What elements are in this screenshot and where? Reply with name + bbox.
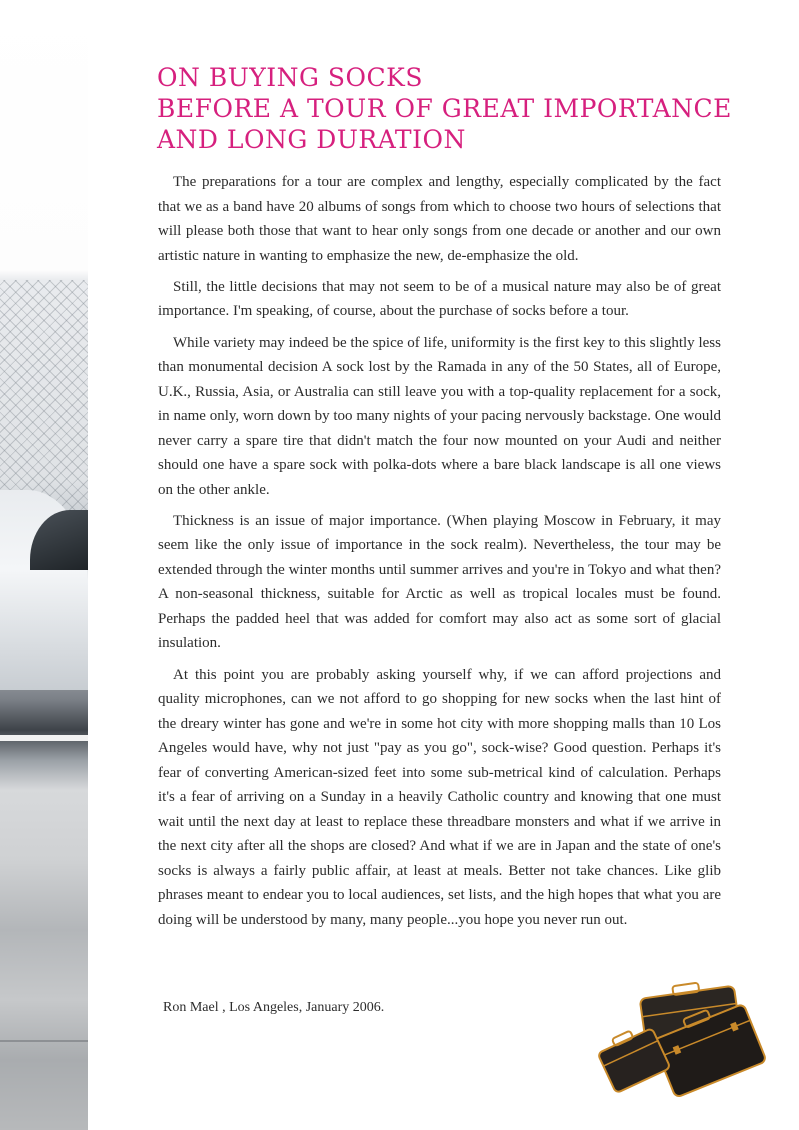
curb-line	[0, 1040, 88, 1042]
paragraph: The preparations for a tour are complex and lengthy, especially complicated by the fact that we as a band have 20 albums of songs from which to choose two hours of selections that will please both those that want to hear only songs from one decade or another and our own artistic nature in wanting to emphasize the new, de-emphasize the old.	[158, 174, 721, 264]
signature: Ron Mael , Los Angeles, January 2006.	[163, 1000, 385, 1015]
paragraph: Thickness is an issue of major importance. (When playing Moscow in February, it may seem like the only issue of importance in the sock realm). Nevertheless, the tour may be extended through the winter months until summer arrives and you're in Tokyo and what then? A non-seasonal thickness, suitable for Arctic as well as tropical locales must be found. Perhaps the padded heel that was added for comfort may also act as some sort of glacial insulation.	[158, 512, 721, 652]
paragraph: Still, the little decisions that may not seem to be of a musical nature may also be of great importance. I'm speaking, of course, about the purchase of socks before a tour.	[158, 278, 721, 320]
road-line	[0, 735, 88, 741]
article-title	[157, 62, 737, 155]
article-body	[158, 170, 721, 939]
paragraph: While variety may indeed be the spice of life, uniformity is the first key to this slightly less than monumental decision A sock lost by the Ramada in any of the 50 States, all of Europe, U.K., Russia, Asia, or Australia can still leave you with a top-quality replacement for a sock, in name only, worn down by too many nights of your pacing nervously backstage. One would never carry a spare tire that didn't match the four now mounted on your Audi and neither should one have a spare sock with polka-dots where a bare black landscape is all one views on the other ankle.	[158, 334, 721, 498]
paragraph: At this point you are probably asking yourself why, if we can afford projections and quality microphones, can we not afford to go shopping for new socks when the last hint of the dreary winter has gone and we're in some hot city with more shopping malls than 10 Los Angeles would have, why not just "pay as you go", sock-wise? Good question. Perhaps it's fear of converting American-sized feet into some sub-metrical kind of calculation. Perhaps it's a fear of arriving on a Sunday in a heavily Catholic country and knowing that one must wait until the next day at least to replace these threadbare monsters and what if we arrive in the next city after all the shops are closed? And what if we are in Japan and the state of one's socks is always a fairly public affair, at least at meals. Better not take chances. Like glib phrases meant to endear you to local audiences, set lists, and the high hopes that what you are doing will be understood by many, many people...you hope you never run out.	[158, 666, 721, 928]
luggage-icon	[595, 978, 770, 1100]
title-line: ON BUYING SOCKS	[157, 63, 423, 92]
title-line: AND LONG DURATION	[157, 125, 466, 154]
title-line: BEFORE A TOUR OF GREAT IMPORTANCE	[157, 94, 732, 123]
